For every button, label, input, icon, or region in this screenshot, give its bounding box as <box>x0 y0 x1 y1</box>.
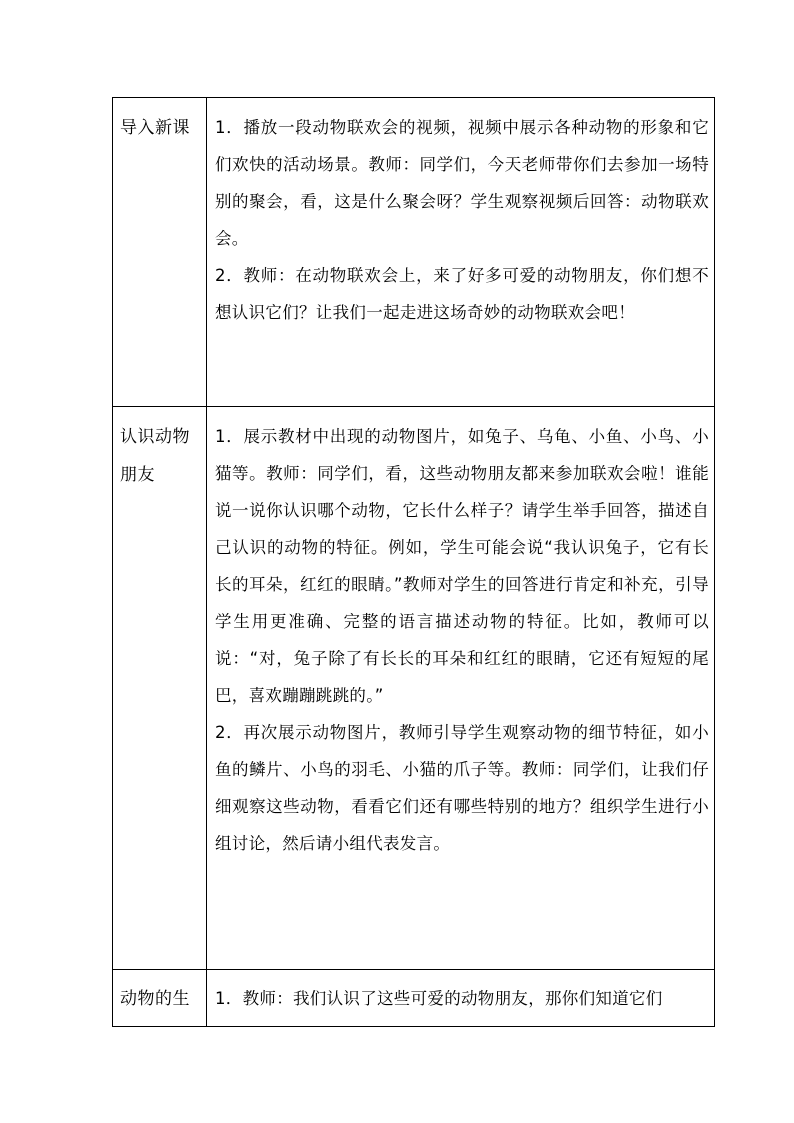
row-label: 导入新课 <box>120 118 190 138</box>
paragraph: 2．再次展示动物图片，教师引导学生观察动物的细节特征，如小鱼的鳞片、小鸟的羽毛、小猫的爪子等。教师：同学们，让我们仔细观察这些动物，看看它们还有哪些特别的地方？组织学生进行小组讨论，然后请小组代表发言。 <box>215 723 709 853</box>
paragraph: 1．展示教材中出现的动物图片，如兔子、乌龟、小鱼、小鸟、小猫等。教师：同学们，看，这些动物朋友都来参加联欢会啦！谁能说一说你认识哪个动物，它长什么样子？请学生举手回答，描述自己认识的动物的特征。例如，学生可能会说“我认识兔子，它有长长的耳朵，红红的眼睛。”教师对学生的回答进行肯定和补充，引导学生用更准确、完整的语言描述动物的特征。比如，教师可以说：“对，兔子除了有长长的耳朵和红红的眼睛，它还有短短的尾巴，喜欢蹦蹦跳跳的。” <box>215 427 709 705</box>
row-label: 动物的生 <box>120 989 190 1009</box>
table-row <box>113 407 715 970</box>
row-content-cell <box>207 98 715 407</box>
row-label-cell <box>113 970 207 1027</box>
row-content-cell <box>207 407 715 970</box>
row-label-cell <box>113 407 207 970</box>
row-content-cell <box>207 970 715 1027</box>
row-label: 认识动物朋友 <box>120 427 190 485</box>
table-row <box>113 970 715 1027</box>
lesson-plan-table <box>112 97 715 1027</box>
table-row <box>113 98 715 407</box>
row-label-cell <box>113 98 207 407</box>
paragraph: 1．教师：我们认识了这些可爱的动物朋友，那你们知道它们 <box>215 989 663 1008</box>
paragraph: 2．教师：在动物联欢会上，来了好多可爱的动物朋友，你们想不想认识它们？让我们一起走进这场奇妙的动物联欢会吧！ <box>215 266 709 322</box>
paragraph: 1．播放一段动物联欢会的视频，视频中展示各种动物的形象和它们欢快的活动场景。教师：同学们，今天老师带你们去参加一场特别的聚会，看，这是什么聚会呀？学生观察视频后回答：动物联欢会。 <box>215 118 709 248</box>
